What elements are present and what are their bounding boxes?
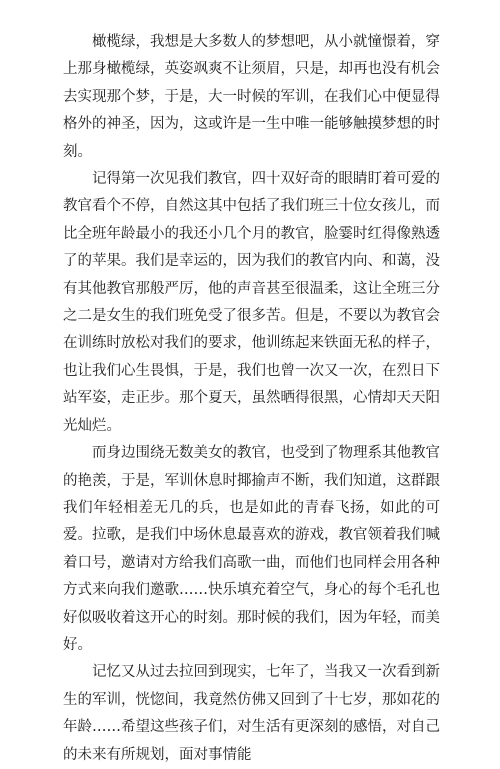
paragraph-4: 记忆又从过去拉回到现实，七年了，当我又一次看到新生的军训，恍惚间，我竟然仿佛又回到了十七岁，那如花的年龄……希望这些孩子们，对生活有更深刻的感悟，对自己的未来有所规划，面对事情能	[63, 664, 440, 763]
paragraph-1: 橄榄绿，我想是大多数人的梦想吧，从小就憧憬着，穿上那身橄榄绿，英姿飒爽不让须眉，只是，却再也没有机会去实现那个梦，于是，大一时候的军训，在我们心中便显得格外的神圣，因为，这或许是一生中唯一能够触摸梦想的时刻。	[63, 34, 440, 160]
document-page	[63, 29, 440, 769]
paragraph-3: 而身边围绕无数美女的教官，也受到了物理系其他教官的艳羡，于是，军训休息时揶揄声不断，我们知道，这群跟我们年轻相差无几的兵，也是如此的青春飞扬，如此的可爱。拉歌，是我们中场休息最喜欢的游戏，教官领着我们喊着口号，邀请对方给我们高歌一曲，而他们也同样会用各种方式来向我们邀歌……快乐填充着空气，身心的每个毛孔也好似吸收着这开心的时刻。那时候的我们，因为年轻，而美好。	[63, 445, 440, 653]
paragraph-2: 记得第一次见我们教官，四十双好奇的眼睛盯着可爱的教官看个不停，自然这其中包括了我们班三十位女孩儿，而比全班年龄最小的我还小几个月的教官，脸霎时红得像熟透了的苹果。我们是幸运的，因为我们的教官内向、和蔼，没有其他教官那般严厉，他的声音甚至很温柔，这让全班三分之二是女生的我们班免受了很多苦。但是，不要以为教官会在训练时放松对我们的要求，他训练起来铁面无私的样子，也让我们心生畏惧，于是，我们也曾一次又一次，在烈日下站军姿，走正步。那个夏天，虽然晒得很黑，心情却天天阳光灿烂。	[63, 171, 440, 434]
